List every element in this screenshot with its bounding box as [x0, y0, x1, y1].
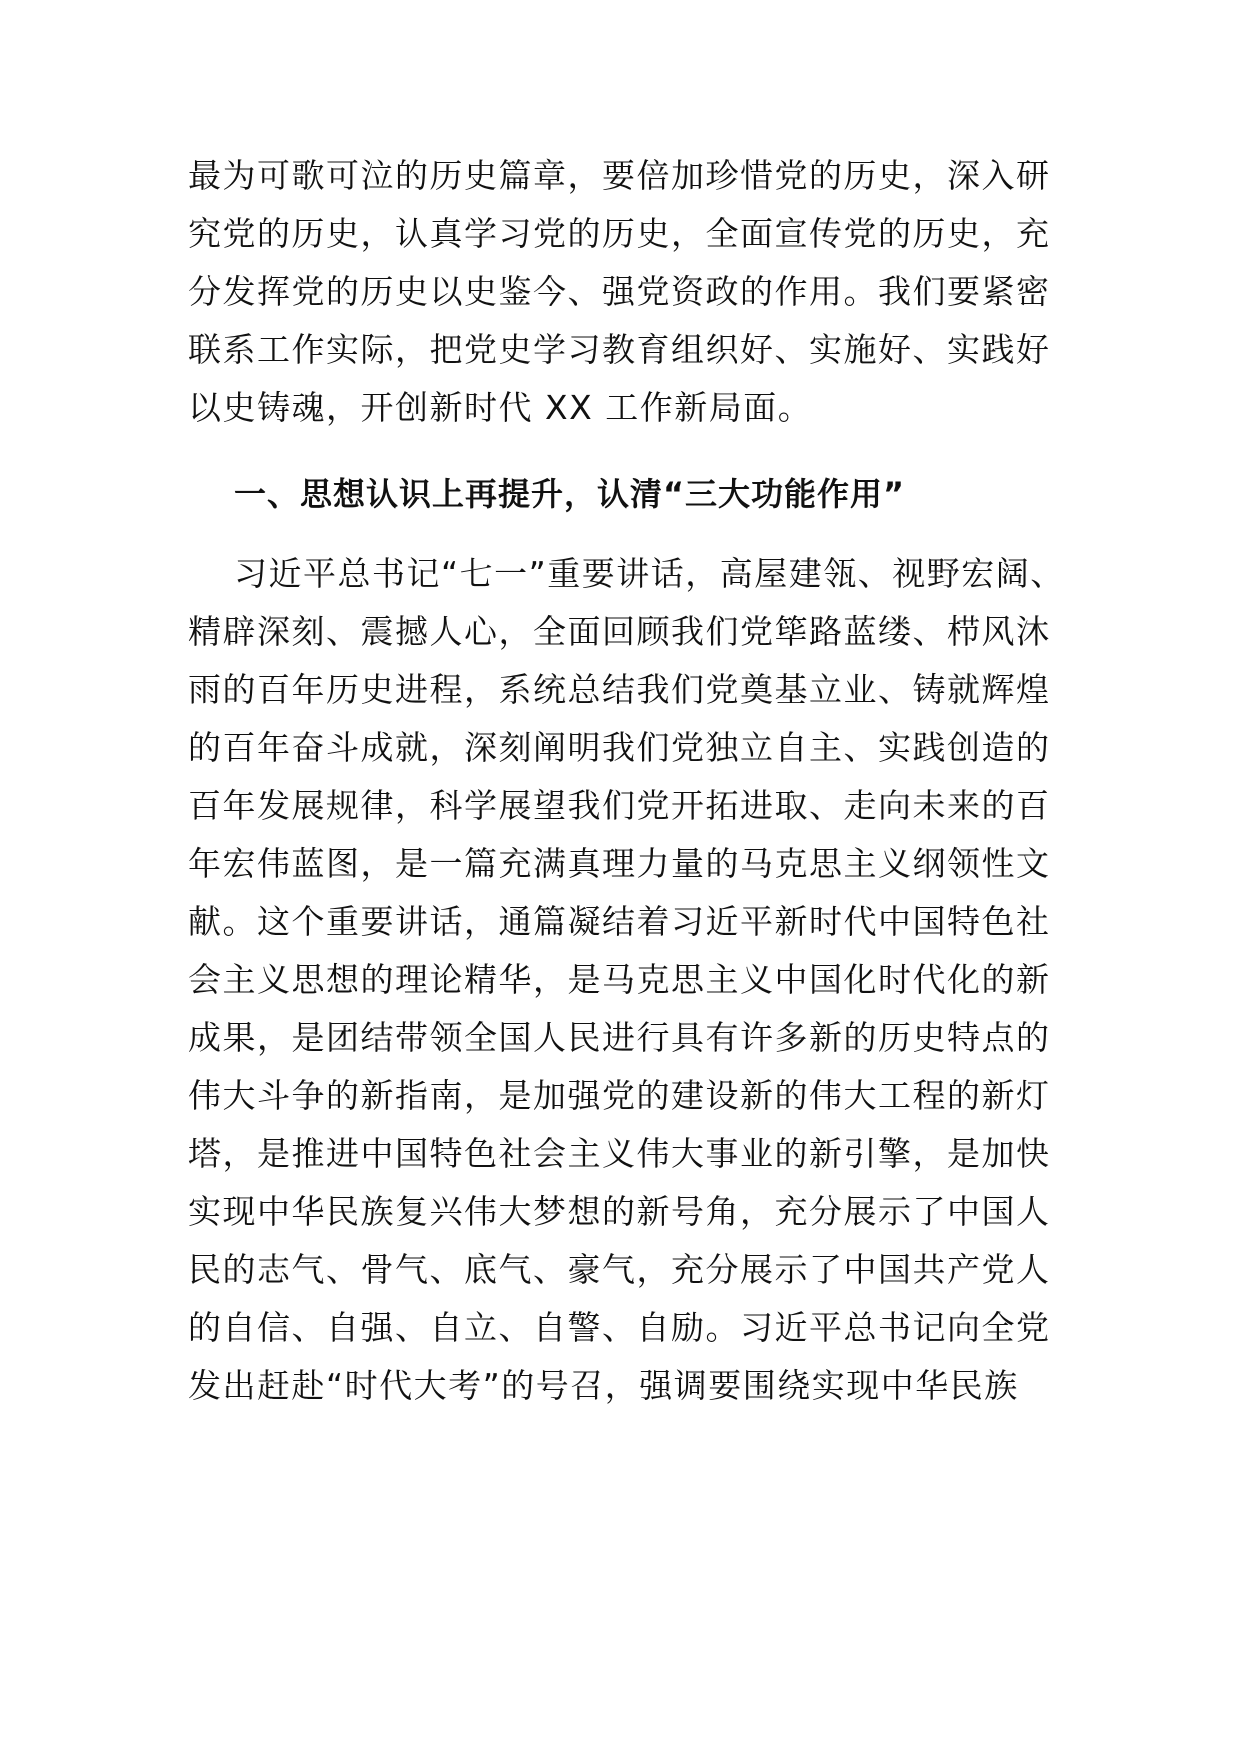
body-line-3: 雨的百年历史进程，系统总结我们党奠基立业、铸就辉煌: [188, 670, 1051, 709]
intro-line-5: 以史铸魂，开创新时代 XX 工作新局面。: [188, 388, 813, 427]
body-line-14: 的自信、自强、自立、自警、自励。习近平总书记向全党: [188, 1308, 1051, 1347]
intro-line-4: 联系工作实际，把党史学习教育组织好、实施好、实践好: [188, 330, 1051, 369]
body-line-4: 的百年奋斗成就，深刻阐明我们党独立自主、实践创造的: [188, 728, 1051, 767]
body-line-13: 民的志气、骨气、底气、豪气，充分展示了中国共产党人: [188, 1250, 1051, 1289]
body-line-2: 精辟深刻、震撼人心，全面回顾我们党筚路蓝缕、栉风沐: [188, 612, 1051, 651]
body-line-12: 实现中华民族复兴伟大梦想的新号角，充分展示了中国人: [188, 1192, 1051, 1231]
body-line-1: 习近平总书记“七一”重要讲话，高屋建瓴、视野宏阔、: [234, 554, 1065, 593]
intro-line-2: 究党的历史，认真学习党的历史，全面宣传党的历史，充: [188, 214, 1051, 253]
body-line-5: 百年发展规律，科学展望我们党开拓进取、走向未来的百: [188, 786, 1051, 825]
intro-line-1: 最为可歌可泣的历史篇章，要倍加珍惜党的历史，深入研: [188, 156, 1051, 195]
section-heading: 一、思想认识上再提升，认清“三大功能作用”: [234, 475, 906, 513]
body-line-9: 成果，是团结带领全国人民进行具有许多新的历史特点的: [188, 1018, 1051, 1057]
body-line-15: 发出赶赴“时代大考”的号召，强调要围绕实现中华民族: [188, 1366, 1019, 1405]
body-line-6: 年宏伟蓝图，是一篇充满真理力量的马克思主义纲领性文: [188, 844, 1051, 883]
body-line-10: 伟大斗争的新指南，是加强党的建设新的伟大工程的新灯: [188, 1076, 1051, 1115]
body-line-11: 塔，是推进中国特色社会主义伟大事业的新引擎，是加快: [188, 1134, 1051, 1173]
intro-line-3: 分发挥党的历史以史鉴今、强党资政的作用。我们要紧密: [188, 272, 1051, 311]
body-line-7: 献。这个重要讲话，通篇凝结着习近平新时代中国特色社: [188, 902, 1051, 941]
body-line-8: 会主义思想的理论精华，是马克思主义中国化时代化的新: [188, 960, 1051, 999]
